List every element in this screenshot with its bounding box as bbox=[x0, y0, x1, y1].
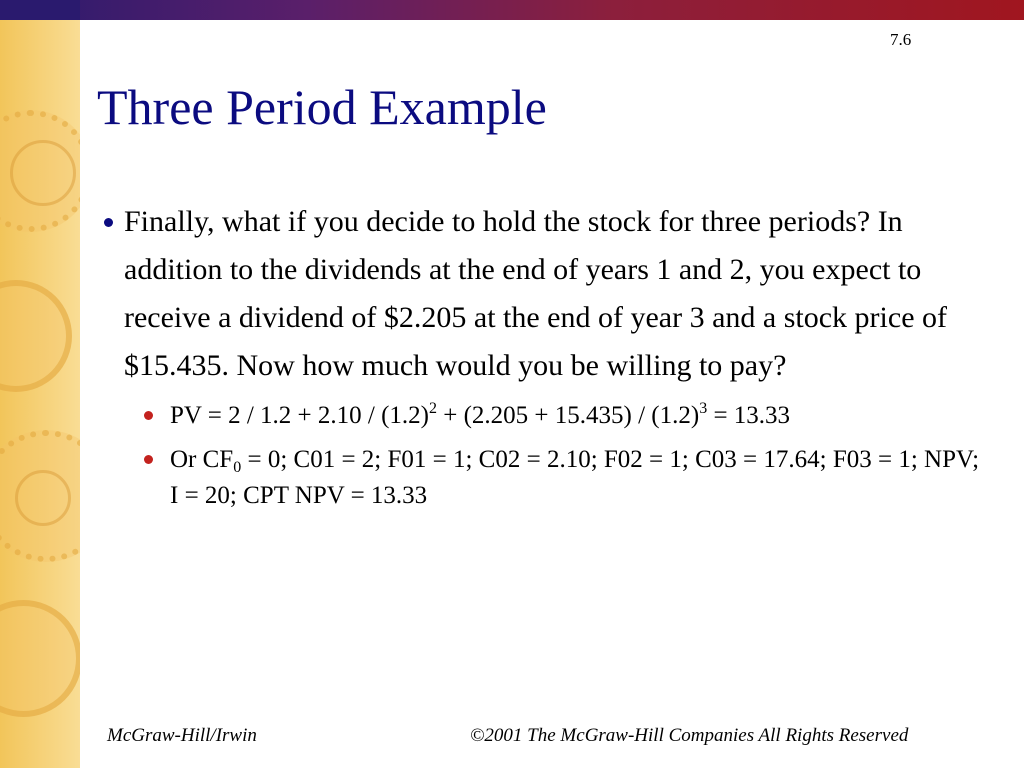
bullet-item bbox=[100, 198, 980, 390]
bullet-text: Finally, what if you decide to hold the stock for three periods? In addition to the dividends at the end of years 1 and 2, you expect to receive a dividend of $2.205 at the end of year 3 and a stock price of $15.435. Now how much would you be willing to pay? bbox=[124, 205, 948, 382]
calculator-steps-part: Or CF bbox=[170, 446, 234, 473]
slide-content bbox=[100, 198, 980, 514]
bullet-dot-icon bbox=[104, 218, 113, 227]
footer-publisher: McGraw-Hill/Irwin bbox=[107, 725, 257, 746]
pv-formula bbox=[170, 398, 980, 434]
exponent: 3 bbox=[699, 400, 708, 417]
ring-decoration-icon bbox=[15, 470, 71, 526]
slide-number: 7.6 bbox=[890, 30, 912, 49]
pv-formula-part: PV = 2 / 1.2 + 2.10 / (1.2) bbox=[170, 402, 429, 429]
top-decorative-bar bbox=[0, 0, 1024, 20]
footer-copyright: ©2001 The McGraw-Hill Companies All Rights Reserved bbox=[470, 725, 909, 746]
sub-bullet-dot-icon bbox=[144, 411, 153, 420]
subscript: 0 bbox=[233, 459, 242, 476]
calculator-steps bbox=[170, 442, 980, 514]
pv-formula-part: + (2.205 + 15.435) / (1.2) bbox=[437, 402, 700, 429]
slide-title: Three Period Example bbox=[97, 79, 547, 135]
sub-bullet-dot-icon bbox=[144, 455, 153, 464]
calculator-steps-part: = 0; C01 = 2; F01 = 1; C02 = 2.10; F02 = 1; C03 = 17.64; F03 = 1; NPV; I = 20; CPT NPV = 13.33 bbox=[170, 446, 980, 509]
left-strip-corner bbox=[0, 0, 80, 20]
gear-decoration-icon bbox=[0, 280, 72, 392]
pv-formula-part: = 13.33 bbox=[707, 402, 791, 429]
sub-bullet-item bbox=[100, 442, 980, 514]
sub-bullet-item bbox=[100, 398, 980, 434]
exponent: 2 bbox=[429, 400, 437, 417]
left-decorative-strip bbox=[0, 0, 80, 768]
ring-decoration-icon bbox=[10, 140, 76, 206]
gear-decoration-icon bbox=[0, 600, 80, 717]
